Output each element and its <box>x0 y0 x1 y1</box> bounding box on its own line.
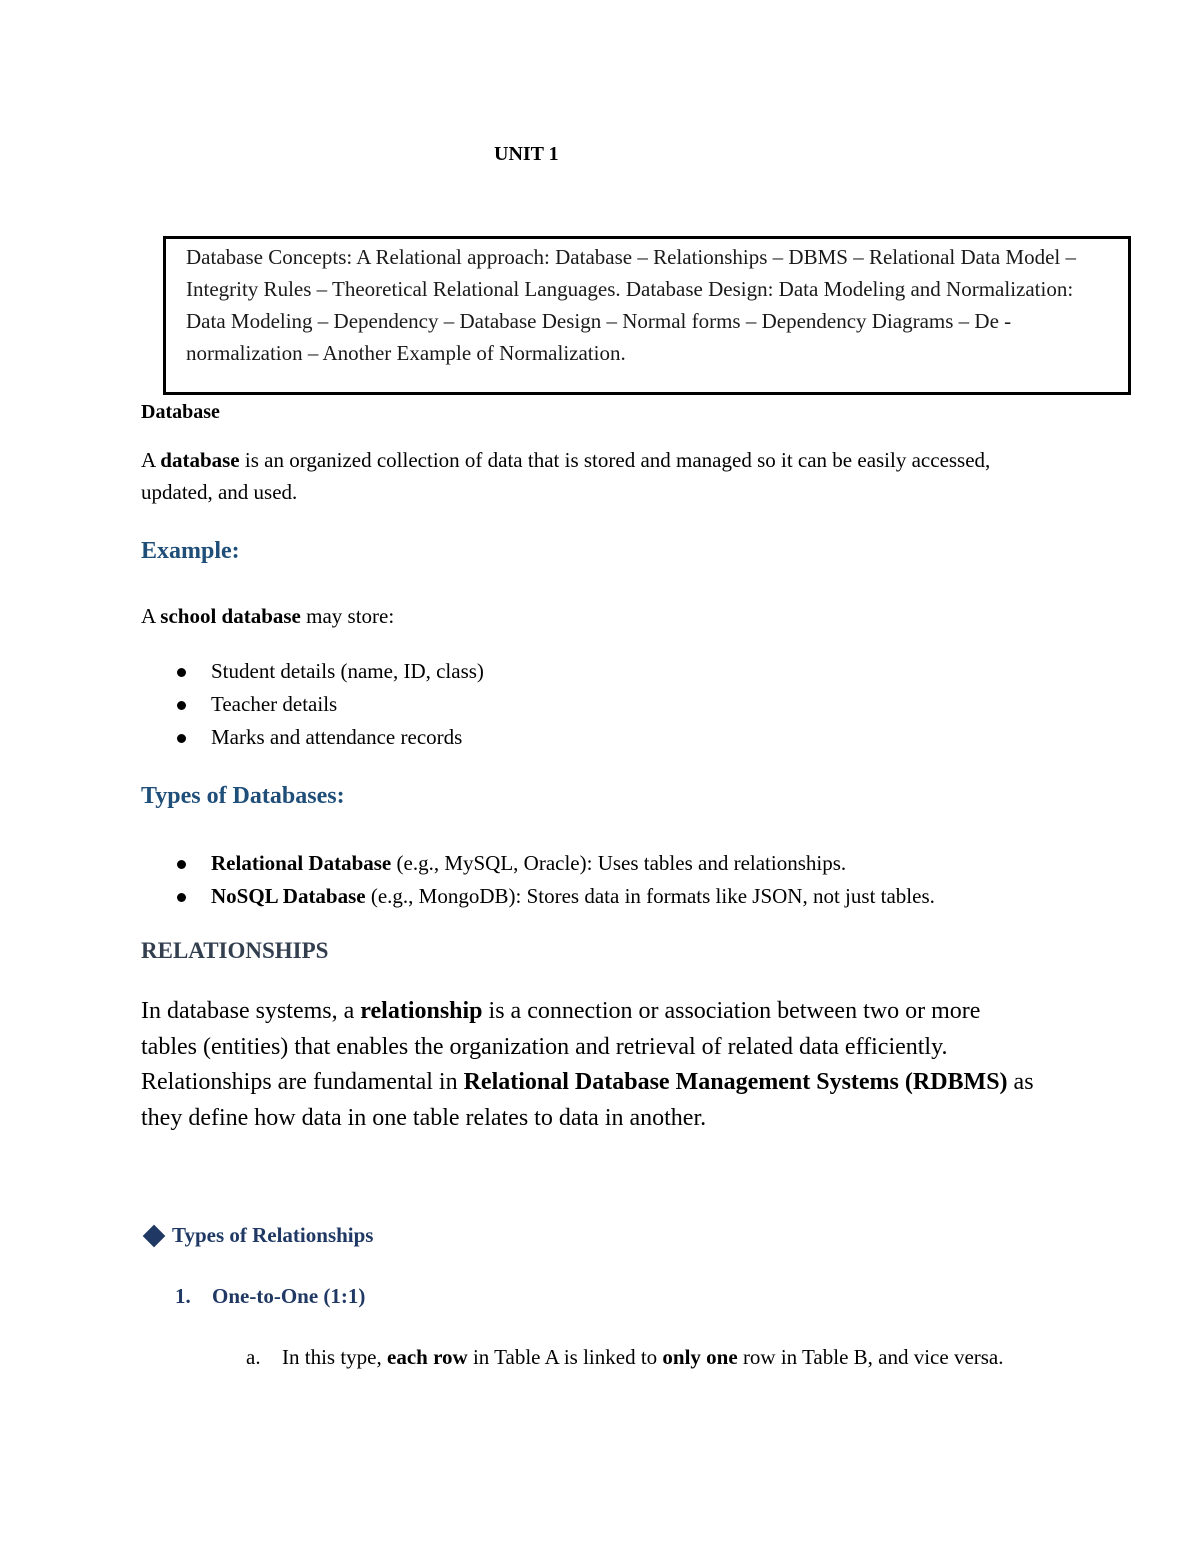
example-intro: A school database may store: <box>141 604 395 628</box>
list-item: Marks and attendance records <box>141 721 484 754</box>
relationships-paragraph: In database systems, a relationship is a connection or association between two or more tables (entities) that enables the organization and retrieval of related data efficiently. Relationships are fundamental in Relational Database Management Systems (RDBMS) as they define how data in one table relates to data in another. <box>141 998 1034 1131</box>
sub-item-a: a. In this type, each row in Table A is linked to only one row in Table B, and vice versa. <box>246 1345 1004 1369</box>
database-definition: A database is an organized collection of data that is stored and managed so it can be easily accessed, updated, and used. <box>141 448 991 504</box>
example-list <box>141 655 484 754</box>
types-of-databases-heading: Types of Databases: <box>141 783 345 809</box>
relationships-heading: RELATIONSHIPS <box>141 938 329 963</box>
list-item: NoSQL Database (e.g., MongoDB): Stores data in formats like JSON, not just tables. <box>141 880 935 913</box>
list-item: Teacher details <box>141 688 484 721</box>
numbered-item-one-to-one: 1. One-to-One (1:1) <box>175 1284 366 1308</box>
database-types-list <box>141 847 935 913</box>
diamond-bullet-icon <box>143 1224 166 1247</box>
list-item: Relational Database (e.g., MySQL, Oracle): Uses tables and relationships. <box>141 847 935 880</box>
example-heading: Example: <box>141 538 240 564</box>
syllabus-text: Database Concepts: A Relational approach: Database – Relationships – DBMS – Relational Data Model – Integrity Rules – Theoretical Relational Languages. Database Design: Data Modeling and Normalization: Data Modeling – Dependency – Database Design – Normal forms – Dependency Diagrams – De -normalization – Another Example of Normalization. <box>186 245 1076 365</box>
page-title: UNIT 1 <box>494 143 559 165</box>
database-heading: Database <box>141 401 220 423</box>
types-of-relationships-heading: Types of Relationships <box>142 1223 373 1248</box>
list-item: Student details (name, ID, class) <box>141 655 484 688</box>
syllabus-box <box>163 236 1131 395</box>
